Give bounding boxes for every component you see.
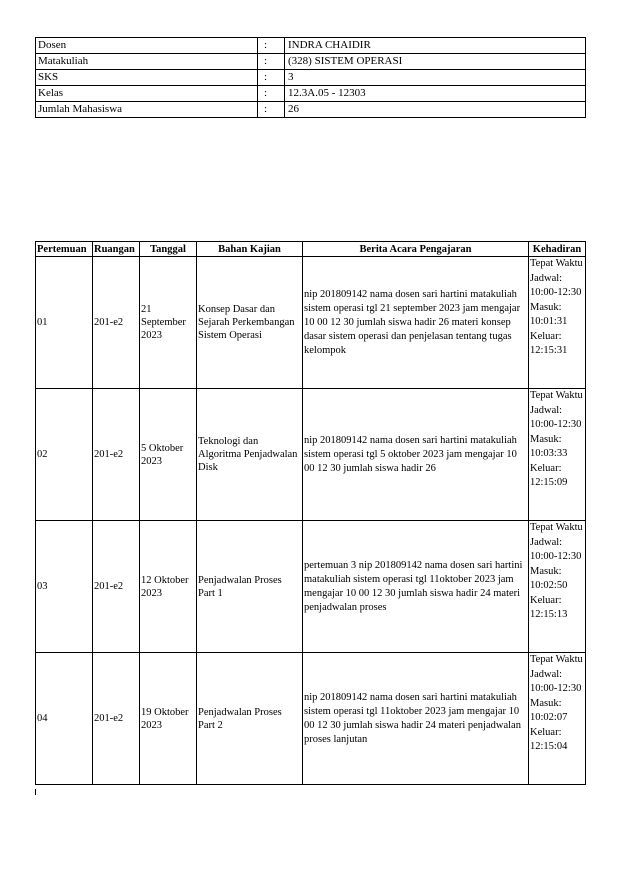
- info-label: Jumlah Mahasiswa: [36, 102, 258, 118]
- info-label: Matakuliah: [36, 54, 258, 70]
- table-row: [36, 521, 586, 653]
- cell-bahan-kajian: Penjadwalan Proses Part 1: [197, 521, 303, 653]
- kehadiran-masuk: Masuk: 10:03:33: [530, 433, 568, 459]
- kehadiran-status: Tepat Waktu: [530, 522, 583, 533]
- table-header-row: [36, 242, 586, 257]
- cell-tanggal: 5 Oktober 2023: [140, 389, 197, 521]
- cell-pertemuan: 03: [36, 521, 93, 653]
- cell-ruangan: 201-e2: [93, 257, 140, 389]
- teaching-log-table: [35, 241, 586, 785]
- cell-bahan-kajian: Teknologi dan Algoritma Penjadwalan Disk: [197, 389, 303, 521]
- header-bahan-kajian: Bahan Kajian: [197, 242, 303, 257]
- info-value-kelas: 12.3A.05 - 12303: [285, 86, 586, 102]
- cell-berita-acara: nip 201809142 nama dosen sari hartini matakuliah sistem operasi tgl 11oktober 2023 jam mengajar 10 00 12 30 jumlah siswa hadir 24 materi penjadwalan proses lanjutan: [303, 653, 529, 785]
- cell-tanggal: 12 Oktober 2023: [140, 521, 197, 653]
- info-row-dosen: [36, 38, 586, 54]
- info-value-dosen: INDRA CHAIDIR: [285, 38, 586, 54]
- cell-kehadiran: [529, 521, 586, 653]
- kehadiran-status: Tepat Waktu: [530, 258, 583, 269]
- cell-berita-acara: nip 201809142 nama dosen sari hartini matakuliah sistem operasi tgl 21 september 2023 jam mengajar 10 00 12 30 jumlah siswa hadir 26 materi konsep dasar sistem operasi dan penjelasan tentang tugas kelompok: [303, 257, 529, 389]
- kehadiran-jadwal: Jadwal: 10:00-12:30: [530, 536, 582, 562]
- cell-kehadiran: [529, 389, 586, 521]
- cell-berita-acara: nip 201809142 nama dosen sari hartini matakuliah sistem operasi tgl 5 oktober 2023 jam mengajar 10 00 12 30 jumlah siswa hadir 26: [303, 389, 529, 521]
- kehadiran-status: Tepat Waktu: [530, 390, 583, 401]
- kehadiran-keluar: Keluar: 12:15:04: [530, 726, 568, 752]
- info-label: SKS: [36, 70, 258, 86]
- table-continuation-line: [35, 789, 36, 795]
- info-separator: :: [258, 38, 285, 54]
- kehadiran-masuk: Masuk: 10:01:31: [530, 301, 568, 327]
- header-berita-acara: Berita Acara Pengajaran: [303, 242, 529, 257]
- info-separator: :: [258, 70, 285, 86]
- info-value-sks: 3: [285, 70, 586, 86]
- info-row-jumlah-mahasiswa: [36, 102, 586, 118]
- info-label: Kelas: [36, 86, 258, 102]
- header-kehadiran: Kehadiran: [529, 242, 586, 257]
- table-row: [36, 257, 586, 389]
- header-pertemuan: Pertemuan: [36, 242, 93, 257]
- cell-bahan-kajian: Konsep Dasar dan Sejarah Perkembangan Sistem Operasi: [197, 257, 303, 389]
- cell-berita-acara: pertemuan 3 nip 201809142 nama dosen sari hartini matakuliah sistem operasi tgl 11oktober 2023 jam mengajar 10 00 12 30 jumlah siswa hadir 24 materi penjadwalan proses: [303, 521, 529, 653]
- info-separator: :: [258, 102, 285, 118]
- course-info-table: [35, 37, 586, 118]
- kehadiran-jadwal: Jadwal: 10:00-12:30: [530, 272, 582, 298]
- info-separator: :: [258, 54, 285, 70]
- info-row-matakuliah: [36, 54, 586, 70]
- table-row: [36, 389, 586, 521]
- info-value-matakuliah: (328) SISTEM OPERASI: [285, 54, 586, 70]
- info-label: Dosen: [36, 38, 258, 54]
- cell-ruangan: 201-e2: [93, 521, 140, 653]
- header-ruangan: Ruangan: [93, 242, 140, 257]
- kehadiran-keluar: Keluar: 12:15:09: [530, 462, 568, 488]
- cell-bahan-kajian: Penjadwalan Proses Part 2: [197, 653, 303, 785]
- info-row-sks: [36, 70, 586, 86]
- kehadiran-masuk: Masuk: 10:02:07: [530, 697, 568, 723]
- cell-tanggal: 19 Oktober 2023: [140, 653, 197, 785]
- info-value-jumlah-mahasiswa: 26: [285, 102, 586, 118]
- cell-ruangan: 201-e2: [93, 653, 140, 785]
- cell-pertemuan: 04: [36, 653, 93, 785]
- cell-kehadiran: [529, 653, 586, 785]
- cell-pertemuan: 02: [36, 389, 93, 521]
- cell-ruangan: 201-e2: [93, 389, 140, 521]
- info-row-kelas: [36, 86, 586, 102]
- kehadiran-keluar: Keluar: 12:15:31: [530, 330, 568, 356]
- kehadiran-status: Tepat Waktu: [530, 654, 583, 665]
- kehadiran-keluar: Keluar: 12:15:13: [530, 594, 568, 620]
- cell-kehadiran: [529, 257, 586, 389]
- cell-tanggal: 21 September 2023: [140, 257, 197, 389]
- info-separator: :: [258, 86, 285, 102]
- cell-pertemuan: 01: [36, 257, 93, 389]
- kehadiran-masuk: Masuk: 10:02:50: [530, 565, 568, 591]
- kehadiran-jadwal: Jadwal: 10:00-12:30: [530, 404, 582, 430]
- kehadiran-jadwal: Jadwal: 10:00-12:30: [530, 668, 582, 694]
- header-tanggal: Tanggal: [140, 242, 197, 257]
- table-row: [36, 653, 586, 785]
